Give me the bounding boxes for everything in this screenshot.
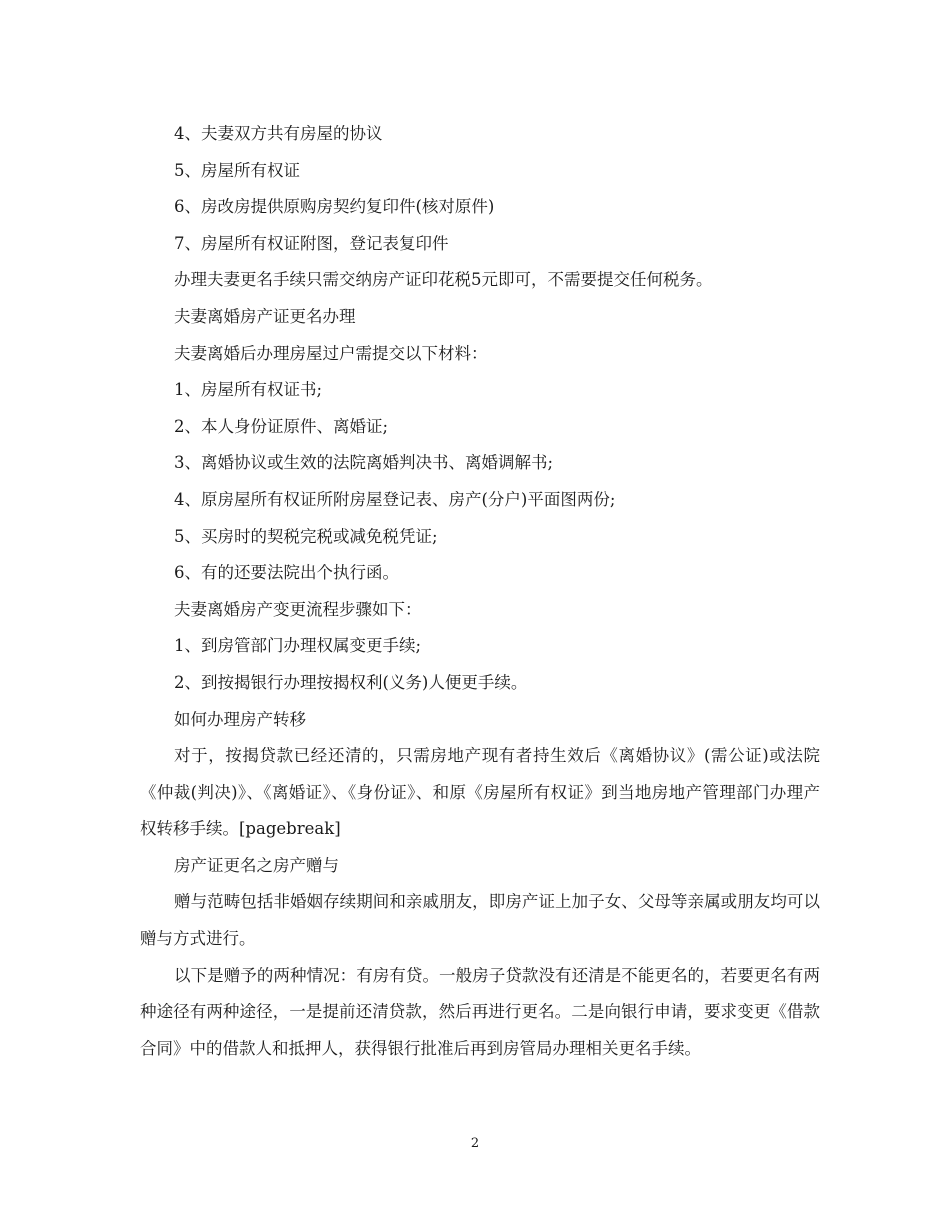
list-item-attached-map: 7、房屋所有权证附图，登记表复印件 [174, 233, 449, 253]
list-item: 3、离婚协议或生效的法院离婚判决书、离婚调解书; [174, 453, 554, 473]
list-item-ownership-cert: 5、房屋所有权证 [174, 160, 300, 180]
list-item: 4、原房屋所有权证所附房屋登记表、房产(分户)平面图两份; [174, 489, 616, 509]
list-item-purchase-contract: 6、房改房提供原购房契约复印件(核对原件) [174, 197, 495, 217]
list-item: 5、买房时的契税完税或减免税凭证; [174, 526, 438, 546]
section-heading-gift: 房产证更名之房产赠与 [174, 855, 339, 875]
document-body [140, 116, 820, 1067]
paragraph-loan: 以下是赠予的两种情况：有房有贷。一般房子贷款没有还清是不能更名的，若要更名有两种途径有两种途径，一是提前还清贷款，然后再进行更名。二是向银行申请，要求变更《借款合同》中的借款人和抵押人，获得银行批准后再到房管局办理相关更名手续。 [140, 965, 820, 1058]
section-heading-divorce: 夫妻离婚房产证更名办理 [174, 306, 356, 326]
divorce-materials-intro: 夫妻离婚后办理房屋过户需提交以下材料： [174, 343, 488, 363]
section-heading-transfer: 如何办理房产转移 [174, 709, 306, 729]
list-item: 1、到房管部门办理权属变更手续; [174, 636, 422, 656]
paragraph-transfer: 对于，按揭贷款已经还清的，只需房地产现有者持生效后《离婚协议》(需公证)或法院《仲裁(判决)》、《离婚证》、《身份证》、和原《房屋所有权证》到当地房地产管理部门办理产权转移手续。[pagebreak] [140, 746, 820, 839]
list-item: 1、房屋所有权证书; [174, 380, 323, 400]
list-item-agreement: 4、夫妻双方共有房屋的协议 [174, 124, 383, 143]
list-item: 2、本人身份证原件、离婚证; [174, 416, 389, 436]
list-item: 2、到按揭银行办理按揭权利(义务)人便更手续。 [174, 672, 528, 692]
paragraph-gift: 赠与范畴包括非婚姻存续期间和亲戚朋友，即房产证上加子女、父母等亲属或朋友均可以赠与方式进行。 [140, 892, 820, 949]
page-number: 2 [470, 1136, 480, 1151]
process-steps-intro: 夫妻离婚房产变更流程步骤如下： [174, 599, 422, 619]
stamp-tax-note: 办理夫妻更名手续只需交纳房产证印花税5元即可，不需要提交任何税务。 [174, 270, 713, 290]
list-item: 6、有的还要法院出个执行函。 [174, 563, 399, 583]
